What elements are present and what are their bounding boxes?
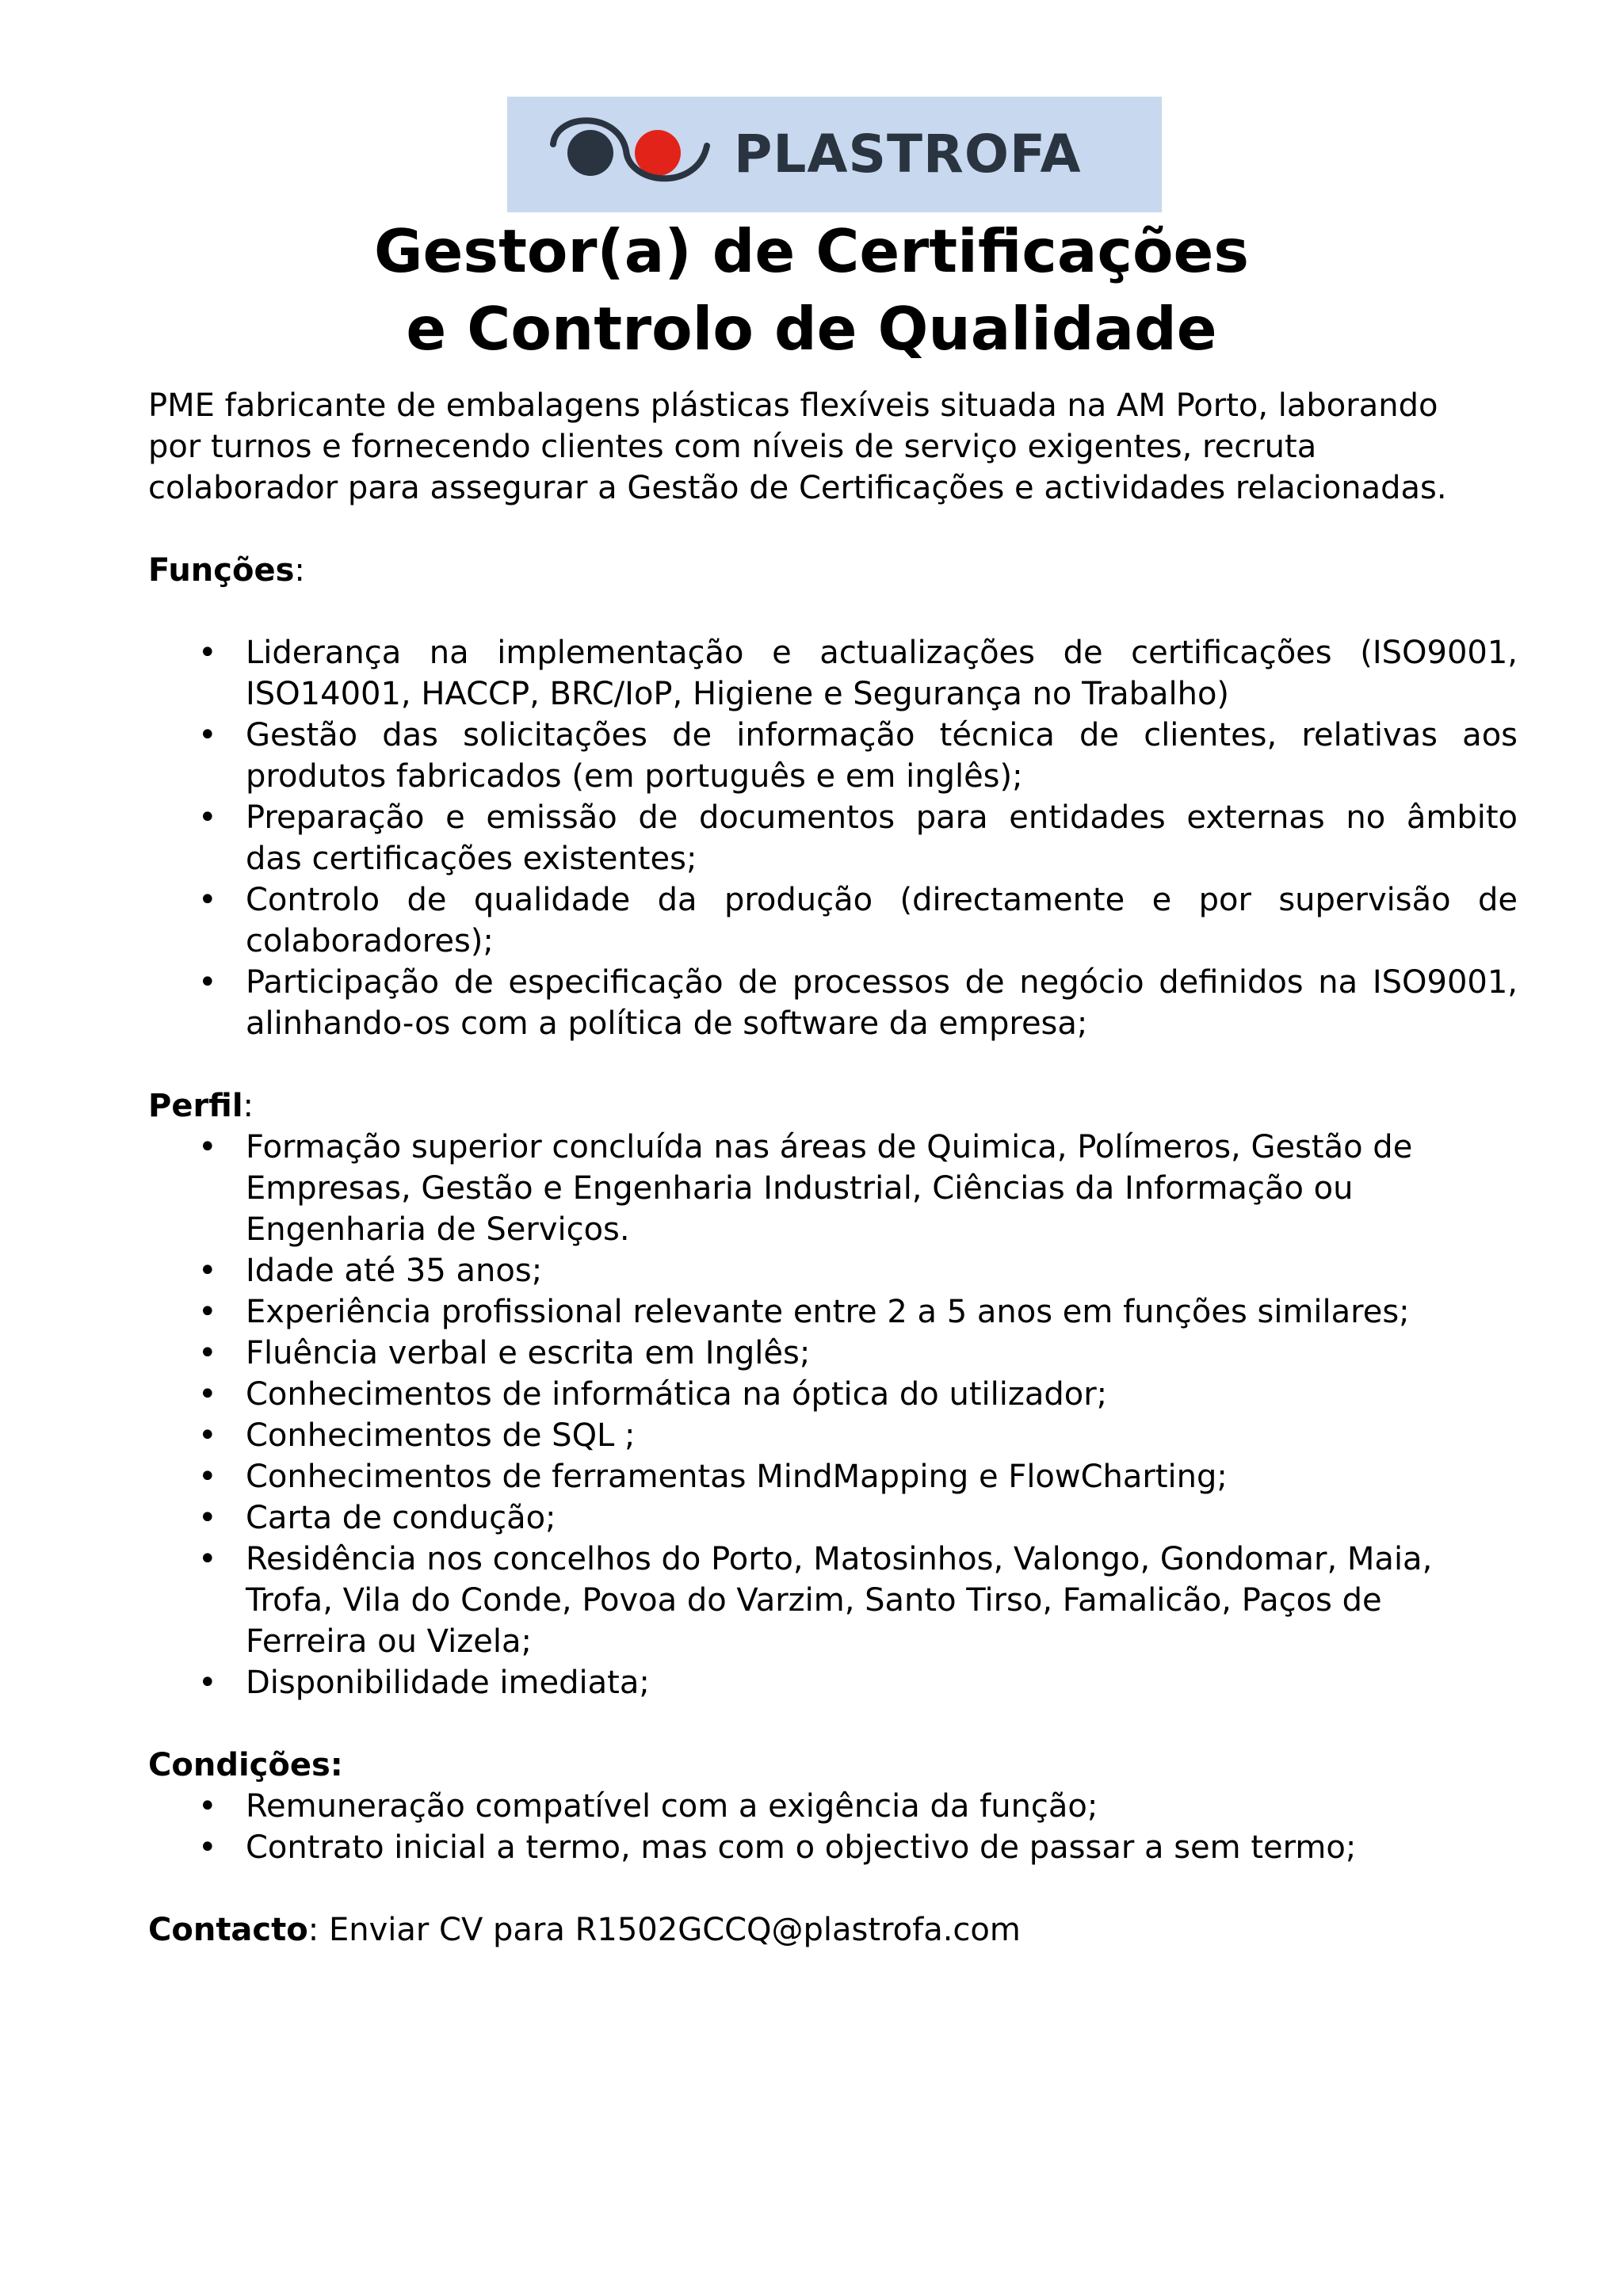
perfil-list bbox=[148, 1127, 1518, 1703]
list-item: • Idade até 35 anos; bbox=[148, 1250, 1518, 1291]
contacto-heading: Contacto bbox=[148, 1912, 308, 1948]
title-line-1: Gestor(a) de Certificações bbox=[374, 216, 1249, 286]
intro-paragraph bbox=[148, 385, 1518, 509]
list-item: • Fluência verbal e escrita em Inglês; bbox=[148, 1333, 1518, 1374]
list-item: • Carta de condução; bbox=[148, 1497, 1518, 1539]
list-item: • Formação superior concluída nas áreas de Quimica, Polímeros, Gestão de Empresas, Gestão e Engenharia Industrial, Ciências da Informação ou Engenharia de Serviços. bbox=[148, 1127, 1518, 1250]
page-title bbox=[0, 212, 1623, 368]
logo-wordmark: PLASTROFA bbox=[734, 124, 1082, 185]
list-item: • Experiência profissional relevante entre 2 a 5 anos em funções similares; bbox=[148, 1291, 1518, 1333]
list-item: • Contrato inicial a termo, mas com o objectivo de passar a sem termo; bbox=[148, 1827, 1518, 1868]
condicoes-heading: Condições: bbox=[148, 1747, 343, 1783]
perfil-heading: Perfil: bbox=[148, 1088, 254, 1124]
contacto-text: : Enviar CV para R1502GCCQ@plastrofa.com bbox=[307, 1912, 1021, 1948]
list-item: • Disponibilidade imediata; bbox=[148, 1662, 1518, 1703]
contacto-line bbox=[148, 1909, 1518, 1951]
intro-line: por turnos e fornecendo clientes com níveis de serviço exigentes, recruta bbox=[148, 429, 1317, 465]
title-line-2: e Controlo de Qualidade bbox=[406, 294, 1217, 364]
list-item: • Remuneração compatível com a exigência da função; bbox=[148, 1786, 1518, 1827]
job-posting-body bbox=[148, 385, 1518, 1951]
funcoes-heading: Funções: bbox=[148, 552, 305, 589]
list-item: • Preparação e emissão de documentos para entidades externas no âmbito das certificações existentes; bbox=[148, 797, 1518, 879]
list-item: • Participação de especificação de processos de negócio definidos na ISO9001, alinhando-os com a política de software da empresa; bbox=[148, 962, 1518, 1044]
list-item: • Residência nos concelhos do Porto, Matosinhos, Valongo, Gondomar, Maia, Trofa, Vila do Conde, Povoa do Varzim, Santo Tirso, Famalicão, Paços de Ferreira ou Vizela; bbox=[148, 1539, 1518, 1662]
list-item: • Conhecimentos de informática na óptica do utilizador; bbox=[148, 1374, 1518, 1415]
list-item: • Liderança na implementação e actualizações de certificações (ISO9001, ISO14001, HACCP, BRC/IoP, Higiene e Segurança no Trabalho) bbox=[148, 632, 1518, 715]
company-logo bbox=[507, 97, 1162, 212]
list-item: • Gestão das solicitações de informação técnica de clientes, relativas aos produtos fabricados (em português e em inglês); bbox=[148, 715, 1518, 797]
funcoes-list bbox=[148, 632, 1518, 1044]
list-item: • Controlo de qualidade da produção (directamente e por supervisão de colaboradores); bbox=[148, 879, 1518, 962]
intro-line: PME fabricante de embalagens plásticas flexíveis situada na AM Porto, laborando bbox=[148, 387, 1438, 424]
list-item: • Conhecimentos de SQL ; bbox=[148, 1415, 1518, 1456]
condicoes-list bbox=[148, 1786, 1518, 1868]
list-item: • Conhecimentos de ferramentas MindMapping e FlowCharting; bbox=[148, 1456, 1518, 1497]
intro-line: colaborador para assegurar a Gestão de Certificações e actividades relacionadas. bbox=[148, 470, 1447, 506]
